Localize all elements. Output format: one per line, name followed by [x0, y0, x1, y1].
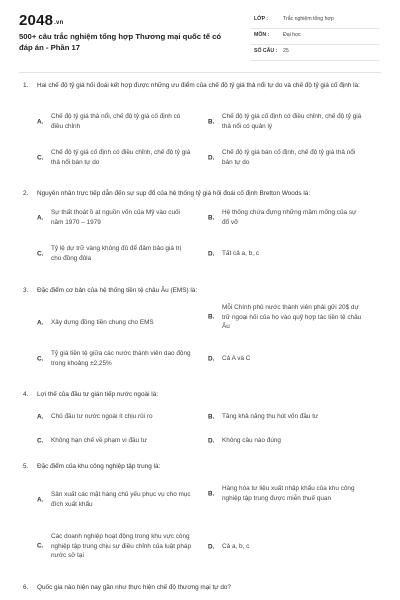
info-value: Trắc nghiệm tổng hợp — [283, 16, 334, 22]
info-row-class — [250, 13, 380, 29]
option-text: Chủ đầu tư nước ngoài ít chịu rủi ro — [51, 413, 153, 420]
option-key: D. — [208, 437, 215, 444]
option-key: A. — [37, 117, 44, 125]
question-text: Đặc điểm cơ bản của hệ thống tiền tệ châu Âu (EMS) là: — [37, 287, 198, 294]
option-key: D. — [208, 543, 215, 550]
info-value: Đại học — [283, 32, 301, 38]
option-key: A. — [37, 213, 44, 221]
question-3 — [19, 285, 381, 367]
question-text: Lợi thế của đầu tư gián tiếp nước ngoài là: — [37, 391, 159, 398]
answer-option-d[interactable] — [208, 249, 362, 259]
option-text: Chế độ tỷ giá cố định có điều chỉnh, chế độ tỷ giá thả nổi có quản lý — [222, 113, 362, 130]
site-logo[interactable] — [19, 12, 63, 29]
answer-option-d[interactable] — [208, 148, 362, 167]
question-stem — [19, 461, 381, 472]
option-key: B. — [208, 489, 215, 497]
header-divider — [19, 72, 381, 73]
answer-option-a[interactable] — [37, 318, 201, 328]
info-row-question-count — [250, 45, 380, 61]
option-text: Chế độ tỷ giá bán cố định, chế độ tỷ giá thả nổi bán tự do — [222, 149, 356, 166]
document-info-box — [250, 13, 380, 61]
question-number: 6. — [23, 584, 29, 591]
info-label: SỐ CÂU : — [254, 48, 278, 54]
option-text: Các doanh nghiệp hoạt động trong khu vực công nghiệp tập trung chịu sự điều chỉnh của luật pháp nước sở tại — [51, 533, 192, 559]
question-text: Nguyên nhân trực tiếp dẫn đến sự sụp đổ của hệ thống tỷ giá hối đoái cố định Bretton Woods là: — [37, 190, 311, 197]
question-stem — [19, 389, 381, 400]
option-text: Tỷ giá tiền tệ giữa các nước thành viên dao động trong khoảng ±2,25% — [51, 350, 191, 367]
option-key: B. — [208, 117, 215, 125]
option-key: C. — [37, 542, 44, 550]
info-row-subject — [250, 29, 380, 45]
option-text: Hệ thống chứa đựng những mầm mống của sự đổ vỡ — [222, 209, 357, 226]
answer-option-a[interactable] — [37, 208, 191, 227]
option-text: Chế độ tỷ giá thả nổi, chế độ tỷ giá cố định có điều chỉnh — [51, 113, 181, 130]
option-key: D. — [208, 355, 215, 362]
option-text: Không câu nào đúng — [222, 437, 281, 444]
question-number: 5. — [23, 463, 29, 470]
answer-option-a[interactable] — [37, 112, 191, 131]
answer-option-b[interactable] — [208, 112, 362, 131]
question-text: Quốc gia nào hiện nay gần như thực hiện chế độ thương mại tự do? — [37, 584, 231, 591]
document-title-line-2: đáp án - Phần 17 — [19, 43, 81, 52]
document-title-line-1: 500+ câu trắc nghiệm tổng hợp Thương mại quốc tế có — [19, 32, 222, 41]
option-text: Hàng hóa tư liệu xuất nhập khẩu của khu công nghiệp tập trung được miễn thuế quan — [222, 485, 355, 502]
question-stem — [19, 285, 381, 296]
option-text: Xây dựng đồng tiền chung cho EMS — [51, 319, 154, 326]
question-text: Đặc điểm của khu công nghiệp tập trung là: — [37, 463, 161, 470]
option-key: A. — [37, 413, 44, 420]
question-text: Hai chế độ tỷ giá hối đoái kết hợp được những ưu điểm của chế độ tỷ giá thả nổi tự do và chế độ tỷ giá cố định là: — [37, 82, 360, 89]
page-header — [0, 0, 400, 66]
option-text: Tất cả a, b, c — [222, 250, 259, 257]
option-text: Tăng khả năng thu hút vốn đầu tư — [222, 413, 319, 420]
logo-main-text: 2048 — [19, 12, 54, 29]
question-2 — [19, 188, 381, 262]
question-stem — [19, 80, 381, 91]
answer-option-d[interactable] — [208, 542, 362, 552]
answer-option-b[interactable] — [208, 412, 372, 422]
option-text: Tỷ lệ dự trữ vàng không đủ để đảm bảo giá trị cho đồng đôla — [51, 245, 182, 262]
question-4 — [19, 389, 381, 444]
answer-option-c[interactable] — [37, 148, 191, 167]
info-value: 25 — [283, 48, 289, 54]
question-number: 2. — [23, 190, 29, 197]
question-1 — [19, 80, 381, 166]
option-key: B. — [208, 213, 215, 221]
question-5 — [19, 461, 381, 559]
option-text: Mỗi Chính phủ nước thành viên phải gửi 20$ dự trữ ngoại hối của họ vào quỹ hợp tác tiền tệ châu Âu — [222, 304, 362, 330]
logo-suffix-text: .vn — [54, 20, 64, 26]
info-label: LỚP : — [254, 16, 269, 22]
answer-option-a[interactable] — [37, 490, 191, 509]
answer-option-c[interactable] — [37, 532, 191, 561]
question-number: 1. — [23, 82, 29, 89]
option-key: C. — [37, 153, 44, 161]
option-text: Sự thất thoát ồ ạt nguồn vốn của Mỹ vào cuối năm 1970 – 1979 — [51, 209, 180, 226]
answer-option-c[interactable] — [37, 436, 201, 446]
option-key: B. — [208, 413, 215, 420]
question-number: 4. — [23, 391, 29, 398]
answer-option-b[interactable] — [208, 484, 372, 503]
option-text: Chế độ tỷ giá cố định có điều chỉnh, chế độ tỷ giá thả nổi bán tự do — [51, 149, 191, 166]
answer-option-d[interactable] — [208, 436, 372, 446]
question-stem — [19, 582, 381, 593]
option-text: Không hạn chế về phạm vi đầu tư — [51, 437, 147, 444]
option-key: D. — [208, 250, 215, 257]
option-key: B. — [208, 313, 215, 321]
question-stem — [19, 188, 381, 199]
answer-option-c[interactable] — [37, 244, 191, 263]
answer-option-b[interactable] — [208, 303, 362, 332]
option-key: C. — [37, 249, 44, 257]
answer-option-d[interactable] — [208, 354, 362, 364]
question-6 — [19, 582, 381, 593]
info-label: MÔN : — [254, 32, 270, 38]
option-text: Cả a, b, c — [222, 543, 250, 550]
document-title — [19, 31, 234, 53]
option-key: C. — [37, 354, 44, 362]
option-key: D. — [208, 153, 215, 161]
answer-option-c[interactable] — [37, 349, 191, 368]
option-text: Cả A và C — [222, 355, 251, 362]
option-key: C. — [37, 437, 44, 444]
option-key: A. — [37, 495, 44, 503]
question-number: 3. — [23, 287, 29, 294]
option-text: Sản xuất các mặt hàng chủ yếu phục vụ cho mục đích xuất khẩu — [51, 491, 191, 508]
option-key: A. — [37, 319, 44, 326]
answer-option-b[interactable] — [208, 208, 362, 227]
answer-option-a[interactable] — [37, 412, 201, 422]
